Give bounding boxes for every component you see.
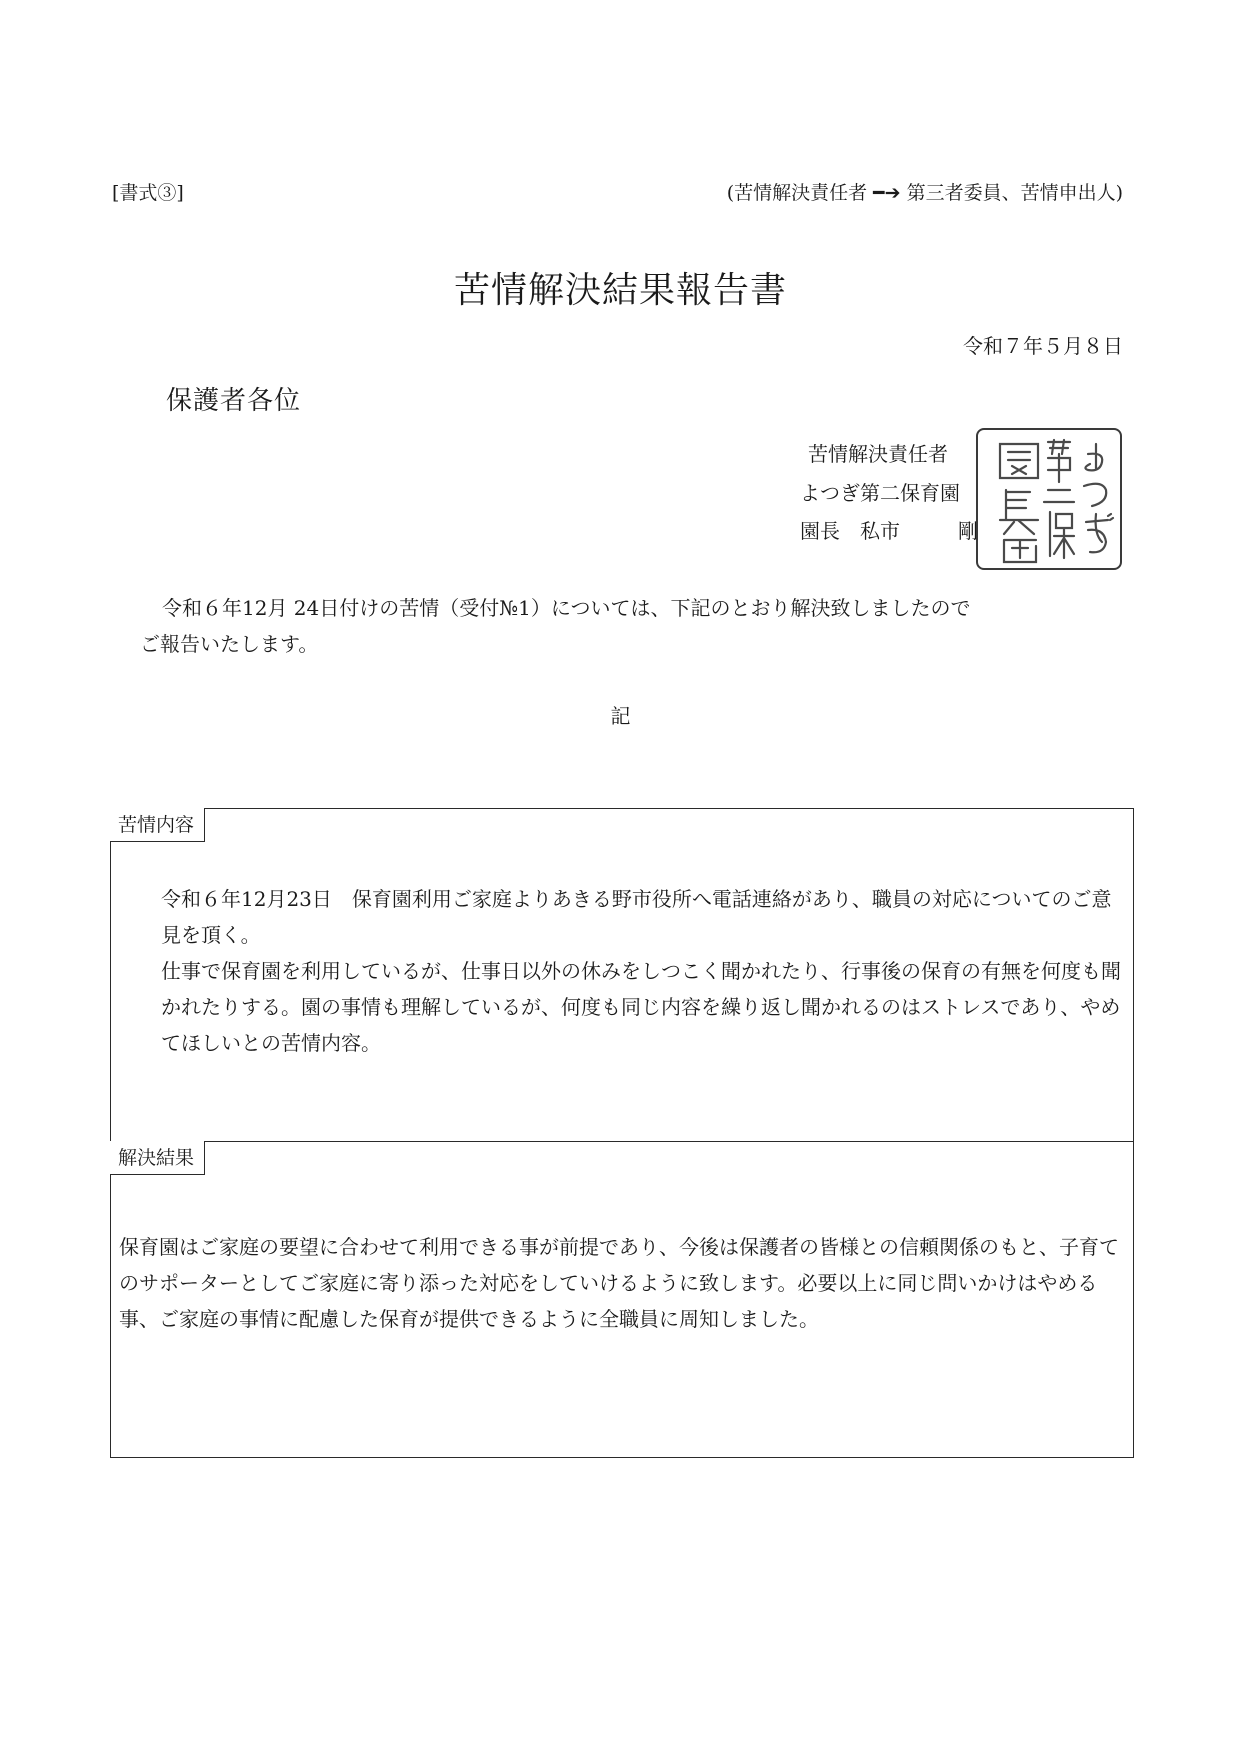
intro-line-2: ご報告いたします。: [140, 632, 319, 656]
section-divider: [111, 1141, 1133, 1142]
sender-family-name: 私市: [860, 519, 900, 543]
complaint-section-label: 苦情内容: [110, 808, 205, 842]
sender-role: 苦情解決責任者: [808, 442, 948, 466]
sender-title: 園長: [800, 519, 840, 543]
complaint-paragraph-2: 仕事で保育園を利用しているが、仕事日以外の休みをしつこく聞かれたり、行事後の保育の有無を何度も聞かれたりする。園の事情も理解しているが、何度も同じ内容を繰り返し聞かれるのはストレスであり、やめてほしいとの苦情内容。: [161, 959, 1121, 1055]
resolution-section-label: 解決結果: [110, 1141, 205, 1175]
intro-paragraph: [140, 590, 1100, 662]
ki-heading: 記: [610, 704, 631, 728]
document-title: 苦情解決結果報告書: [453, 270, 787, 311]
details-box: [110, 808, 1134, 1458]
intro-line-1: 令和６年12月 24日付けの苦情（受付№1）については、下記のとおり解決致しましたので: [162, 596, 971, 620]
recipient: 保護者各位: [166, 386, 302, 416]
resolution-paragraph: 保育園はご家庭の要望に合わせて利用できる事が前提であり、今後は保護者の皆様との信頼関係のもと、子育てのサポーターとしてご家庭に寄り添った対応をしていけるように致します。必要以上に同じ問いかけはやめる事、ご家庭の事情に配慮した保育が提供できるように全職員に周知しました。: [119, 1235, 1119, 1331]
sender-organization: よつぎ第二保育園: [800, 481, 960, 505]
sender-name-line: [800, 515, 978, 544]
official-seal-stamp: [976, 428, 1122, 570]
complaint-paragraph-1: 令和６年12月23日 保育園利用ご家庭よりあきる野市役所へ電話連絡があり、職員の対応についてのご意見を頂く。: [161, 887, 1112, 947]
form-number-label: [書式③]: [112, 182, 184, 204]
document-date: 令和７年５月８日: [963, 334, 1123, 358]
complaint-content: [161, 881, 1121, 1061]
seal-graphic: [978, 430, 1124, 572]
resolution-content: [119, 1229, 1123, 1337]
routing-note: (苦情解決責任者 ━➔ 第三者委員、苦情申出人): [726, 182, 1123, 204]
sender-given-name: 剛: [958, 519, 978, 543]
